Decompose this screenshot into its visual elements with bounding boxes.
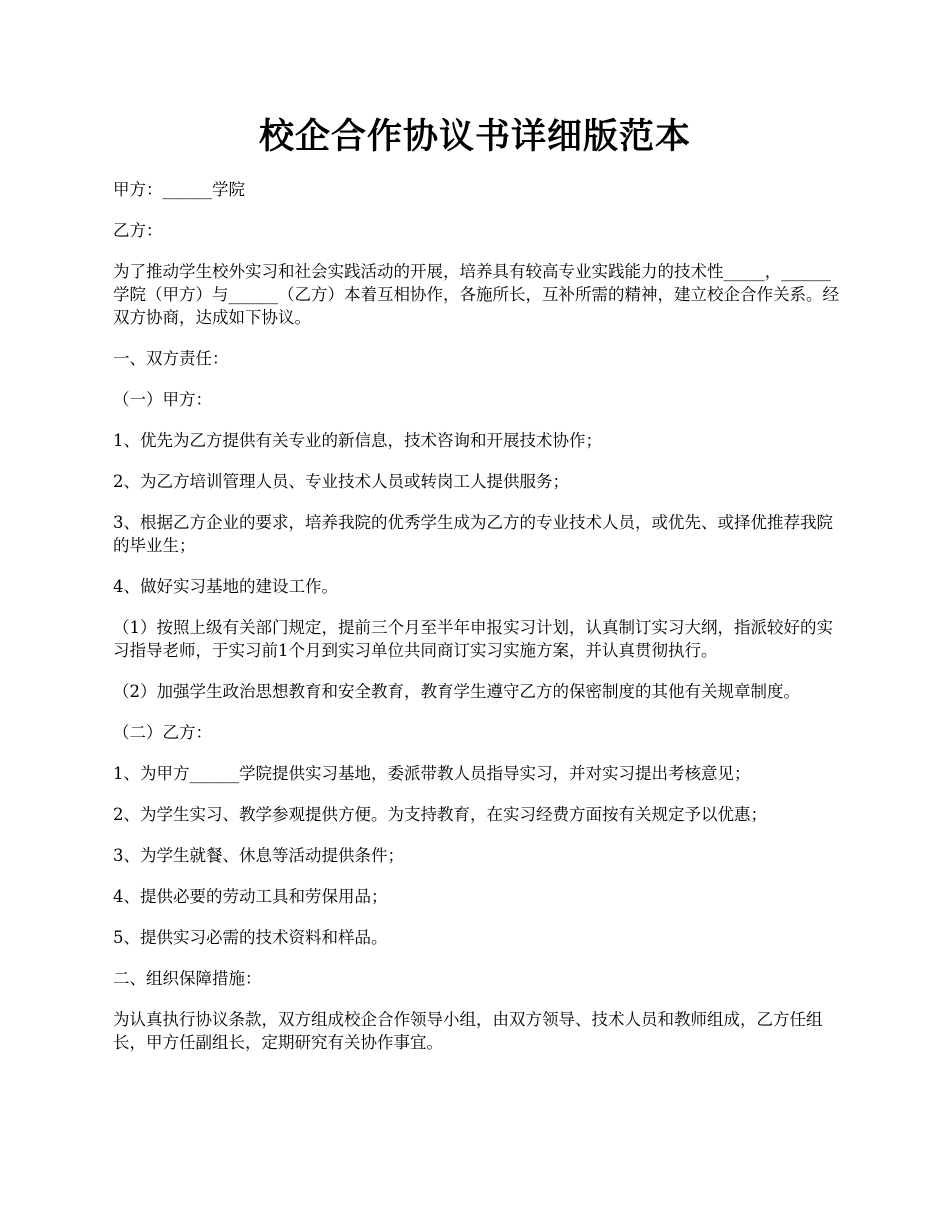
section-heading-responsibilities: 一、双方责任： bbox=[113, 349, 229, 368]
subsection-heading-party-a: （一）甲方： bbox=[113, 390, 212, 409]
party-a-subitem-2: （2）加强学生政治思想教育和安全教育，教育学生遵守乙方的保密制度的其他有关规章制度。 bbox=[113, 682, 800, 701]
document-title: 校企合作协议书详细版范本 bbox=[258, 116, 691, 157]
preamble-paragraph: 为了推动学生校外实习和社会实践活动的开展，培养具有较高专业实践能力的技术性_____，______学院（甲方）与______（乙方）本着互相协作，各施所长，互补所需的精神，建立校企合作关系。经双方协商，达成如下协议。 bbox=[113, 262, 839, 327]
party-b-line: 乙方： bbox=[113, 221, 163, 240]
organization-paragraph: 为认真执行协议条款，双方组成校企合作领导小组，由双方领导、技术人员和教师组成，乙方任组长，甲方任副组长，定期研究有关协作事宜。 bbox=[113, 1010, 823, 1052]
party-b-item-2: 2、为学生实习、教学参观提供方便。为支持教育，在实习经费方面按有关规定予以优惠； bbox=[113, 805, 767, 824]
party-a-line: 甲方：______学院 bbox=[113, 180, 245, 199]
party-b-item-1: 1、为甲方______学院提供实习基地，委派带教人员指导实习，并对实习提出考核意见； bbox=[113, 764, 751, 783]
party-a-item-2: 2、为乙方培训管理人员、专业技术人员或转岗工人提供服务； bbox=[113, 472, 569, 491]
party-b-item-4: 4、提供必要的劳动工具和劳保用品； bbox=[113, 887, 388, 906]
party-a-item-4: 4、做好实习基地的建设工作。 bbox=[113, 577, 338, 596]
document-body bbox=[113, 178, 843, 1072]
party-a-subitem-1: （1）按照上级有关部门规定，提前三个月至半年申报实习计划，认真制订实习大纲，指派较好的实习指导老师，于实习前1个月到实习单位共同商订实习实施方案，并认真贯彻执行。 bbox=[113, 618, 833, 660]
section-heading-organization: 二、组织保障措施： bbox=[113, 969, 262, 988]
party-a-item-3: 3、根据乙方企业的要求，培养我院的优秀学生成为乙方的专业技术人员，或优先、或择优推荐我院的毕业生； bbox=[113, 513, 833, 555]
subsection-heading-party-b: （二）乙方： bbox=[113, 723, 212, 742]
party-b-item-5: 5、提供实习必需的技术资料和样品。 bbox=[113, 928, 388, 947]
party-a-item-1: 1、优先为乙方提供有关专业的新信息，技术咨询和开展技术协作； bbox=[113, 431, 602, 450]
party-b-item-3: 3、为学生就餐、休息等活动提供条件； bbox=[113, 846, 404, 865]
